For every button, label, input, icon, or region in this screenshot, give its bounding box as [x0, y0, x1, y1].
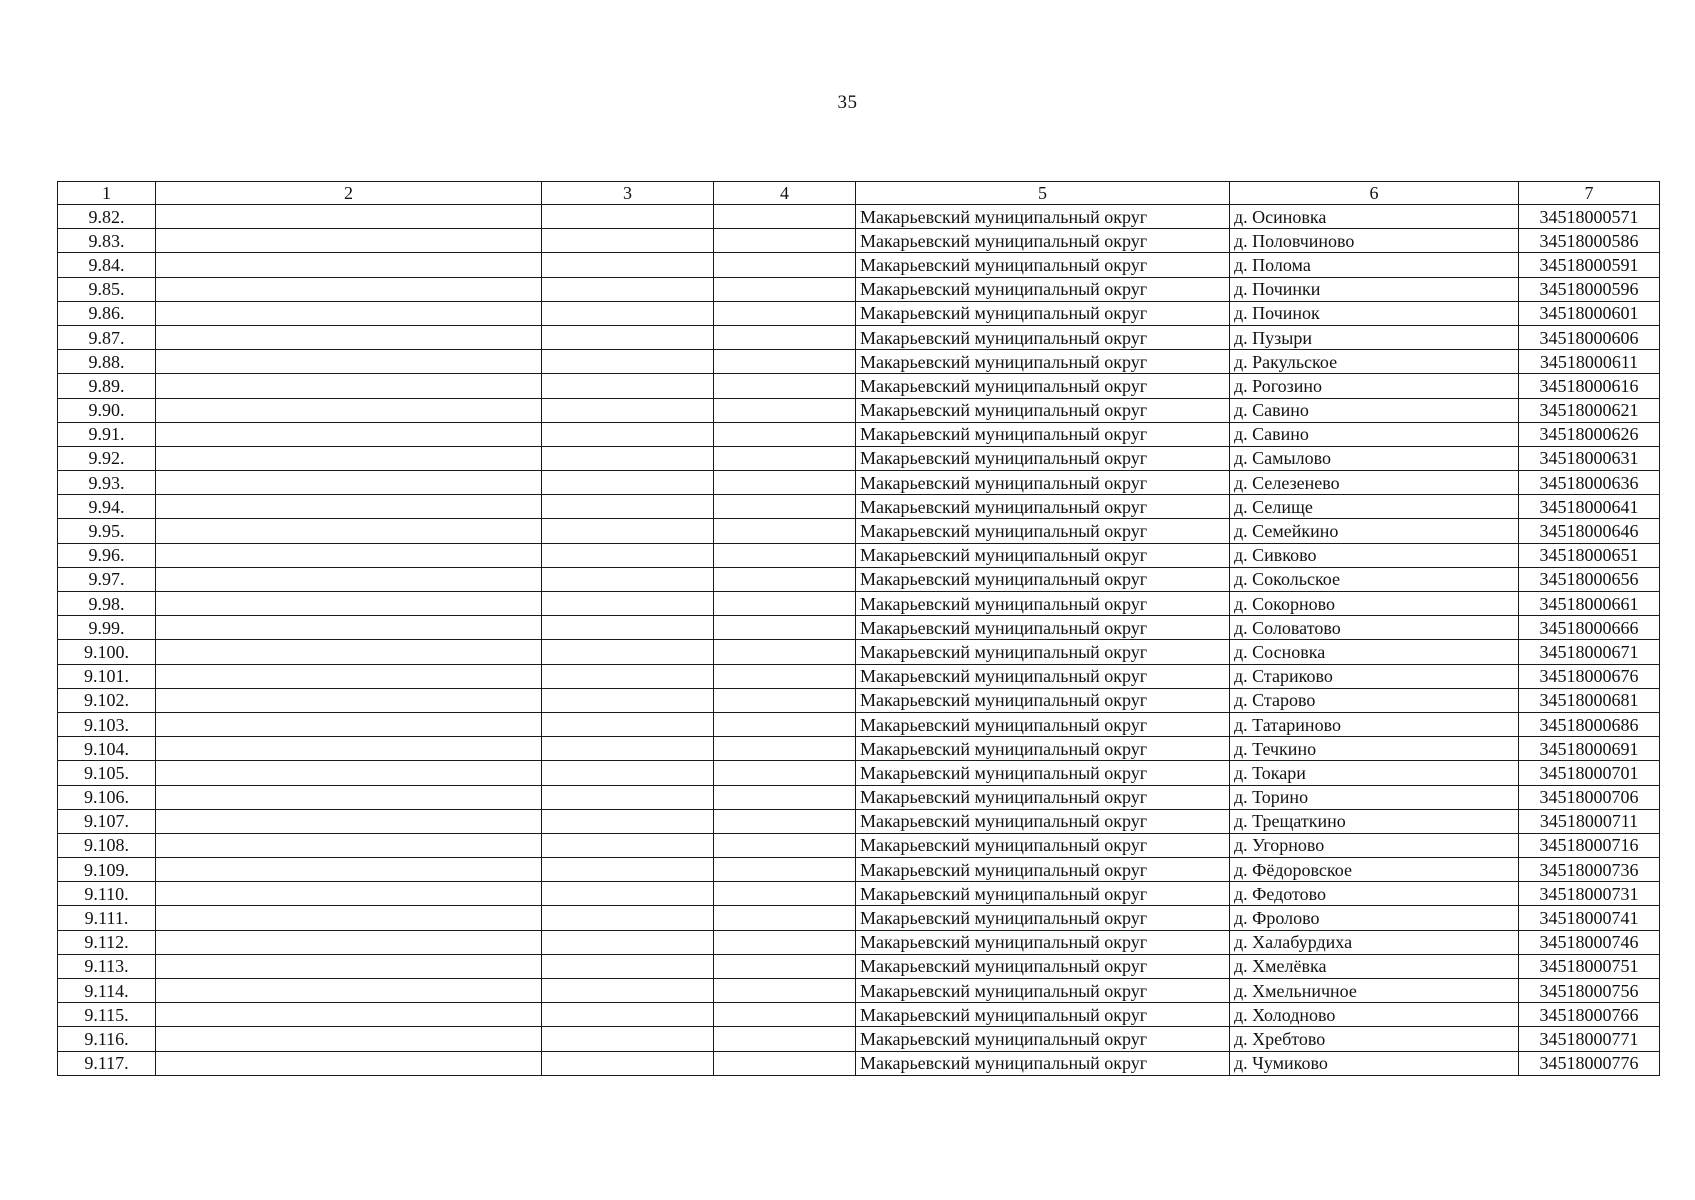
col-4-cell — [714, 640, 856, 664]
col-2-cell — [156, 1027, 542, 1051]
row-number-cell: 9.108. — [58, 833, 156, 857]
col-4-cell — [714, 688, 856, 712]
settlement-cell: д. Течкино — [1230, 737, 1519, 761]
table-row — [58, 1051, 1660, 1075]
table-row — [58, 422, 1660, 446]
col-2-cell — [156, 930, 542, 954]
code-cell: 34518000746 — [1519, 930, 1660, 954]
table-row — [58, 471, 1660, 495]
col-3-cell — [542, 882, 714, 906]
col-2-cell — [156, 737, 542, 761]
district-cell: Макарьевский муниципальный округ — [856, 446, 1230, 470]
code-cell: 34518000736 — [1519, 858, 1660, 882]
settlement-cell: д. Токари — [1230, 761, 1519, 785]
col-4-cell — [714, 205, 856, 229]
row-number-cell: 9.102. — [58, 688, 156, 712]
header-col-7: 7 — [1519, 182, 1660, 205]
district-cell: Макарьевский муниципальный округ — [856, 1051, 1230, 1075]
code-cell: 34518000766 — [1519, 1003, 1660, 1027]
settlement-cell: д. Починки — [1230, 277, 1519, 301]
col-3-cell — [542, 979, 714, 1003]
table-row — [58, 737, 1660, 761]
col-2-cell — [156, 858, 542, 882]
row-number-cell: 9.110. — [58, 882, 156, 906]
settlement-cell: д. Холодново — [1230, 1003, 1519, 1027]
settlement-cell: д. Торино — [1230, 785, 1519, 809]
header-col-5: 5 — [856, 182, 1230, 205]
table-row — [58, 495, 1660, 519]
settlement-cell: д. Сосновка — [1230, 640, 1519, 664]
row-number-cell: 9.96. — [58, 543, 156, 567]
row-number-cell: 9.104. — [58, 737, 156, 761]
district-cell: Макарьевский муниципальный округ — [856, 858, 1230, 882]
settlement-cell: д. Савино — [1230, 398, 1519, 422]
table-row — [58, 979, 1660, 1003]
code-cell: 34518000676 — [1519, 664, 1660, 688]
code-cell: 34518000741 — [1519, 906, 1660, 930]
code-cell: 34518000601 — [1519, 301, 1660, 325]
row-number-cell: 9.90. — [58, 398, 156, 422]
col-3-cell — [542, 446, 714, 470]
table-row — [58, 592, 1660, 616]
district-cell: Макарьевский муниципальный округ — [856, 882, 1230, 906]
table-row — [58, 640, 1660, 664]
col-3-cell — [542, 640, 714, 664]
settlement-cell: д. Соловатово — [1230, 616, 1519, 640]
col-4-cell — [714, 664, 856, 688]
code-cell: 34518000631 — [1519, 446, 1660, 470]
code-cell: 34518000626 — [1519, 422, 1660, 446]
code-cell: 34518000606 — [1519, 325, 1660, 349]
code-cell: 34518000586 — [1519, 229, 1660, 253]
district-cell: Макарьевский муниципальный округ — [856, 350, 1230, 374]
district-cell: Макарьевский муниципальный округ — [856, 664, 1230, 688]
district-cell: Макарьевский муниципальный округ — [856, 205, 1230, 229]
row-number-cell: 9.111. — [58, 906, 156, 930]
settlement-cell: д. Хмелёвка — [1230, 954, 1519, 978]
table-row — [58, 205, 1660, 229]
col-3-cell — [542, 301, 714, 325]
settlement-cell: д. Сокорново — [1230, 592, 1519, 616]
table-row — [58, 325, 1660, 349]
code-cell: 34518000756 — [1519, 979, 1660, 1003]
code-cell: 34518000731 — [1519, 882, 1660, 906]
row-number-cell: 9.95. — [58, 519, 156, 543]
col-2-cell — [156, 374, 542, 398]
settlement-cell: д. Полома — [1230, 253, 1519, 277]
col-2-cell — [156, 664, 542, 688]
col-3-cell — [542, 858, 714, 882]
settlement-cell: д. Федотово — [1230, 882, 1519, 906]
settlement-cell: д. Селище — [1230, 495, 1519, 519]
row-number-cell: 9.115. — [58, 1003, 156, 1027]
code-cell: 34518000706 — [1519, 785, 1660, 809]
col-4-cell — [714, 495, 856, 519]
district-cell: Макарьевский муниципальный округ — [856, 809, 1230, 833]
col-2-cell — [156, 616, 542, 640]
settlement-cell: д. Татариново — [1230, 712, 1519, 736]
row-number-cell: 9.88. — [58, 350, 156, 374]
code-cell: 34518000641 — [1519, 495, 1660, 519]
settlement-cell: д. Пузыри — [1230, 325, 1519, 349]
col-4-cell — [714, 253, 856, 277]
settlement-cell: д. Сокольское — [1230, 567, 1519, 591]
district-cell: Макарьевский муниципальный округ — [856, 954, 1230, 978]
col-2-cell — [156, 882, 542, 906]
col-3-cell — [542, 422, 714, 446]
col-2-cell — [156, 519, 542, 543]
district-cell: Макарьевский муниципальный округ — [856, 592, 1230, 616]
district-cell: Макарьевский муниципальный округ — [856, 471, 1230, 495]
table-row — [58, 374, 1660, 398]
row-number-cell: 9.86. — [58, 301, 156, 325]
col-2-cell — [156, 543, 542, 567]
col-4-cell — [714, 882, 856, 906]
code-cell: 34518000751 — [1519, 954, 1660, 978]
col-4-cell — [714, 1027, 856, 1051]
table-row — [58, 712, 1660, 736]
row-number-cell: 9.103. — [58, 712, 156, 736]
table-row — [58, 664, 1660, 688]
table-row — [58, 616, 1660, 640]
col-4-cell — [714, 616, 856, 640]
row-number-cell: 9.114. — [58, 979, 156, 1003]
col-2-cell — [156, 592, 542, 616]
col-2-cell — [156, 1003, 542, 1027]
row-number-cell: 9.112. — [58, 930, 156, 954]
code-cell: 34518000651 — [1519, 543, 1660, 567]
settlement-cell: д. Починок — [1230, 301, 1519, 325]
settlement-cell: д. Рогозино — [1230, 374, 1519, 398]
row-number-cell: 9.106. — [58, 785, 156, 809]
col-3-cell — [542, 543, 714, 567]
district-cell: Макарьевский муниципальный округ — [856, 229, 1230, 253]
row-number-cell: 9.101. — [58, 664, 156, 688]
table-row — [58, 543, 1660, 567]
code-cell: 34518000596 — [1519, 277, 1660, 301]
col-3-cell — [542, 1051, 714, 1075]
col-4-cell — [714, 374, 856, 398]
district-cell: Макарьевский муниципальный округ — [856, 1003, 1230, 1027]
col-4-cell — [714, 592, 856, 616]
col-4-cell — [714, 567, 856, 591]
col-4-cell — [714, 301, 856, 325]
col-3-cell — [542, 592, 714, 616]
col-3-cell — [542, 277, 714, 301]
col-2-cell — [156, 446, 542, 470]
settlement-cell: д. Угорново — [1230, 833, 1519, 857]
col-3-cell — [542, 930, 714, 954]
col-3-cell — [542, 374, 714, 398]
settlement-cell: д. Фролово — [1230, 906, 1519, 930]
district-cell: Макарьевский муниципальный округ — [856, 374, 1230, 398]
col-3-cell — [542, 495, 714, 519]
table-row — [58, 785, 1660, 809]
col-3-cell — [542, 712, 714, 736]
district-cell: Макарьевский муниципальный округ — [856, 833, 1230, 857]
district-cell: Макарьевский муниципальный округ — [856, 761, 1230, 785]
col-4-cell — [714, 833, 856, 857]
col-3-cell — [542, 833, 714, 857]
col-4-cell — [714, 906, 856, 930]
district-cell: Макарьевский муниципальный округ — [856, 737, 1230, 761]
col-3-cell — [542, 1003, 714, 1027]
district-cell: Макарьевский муниципальный округ — [856, 567, 1230, 591]
col-3-cell — [542, 471, 714, 495]
col-2-cell — [156, 1051, 542, 1075]
col-2-cell — [156, 833, 542, 857]
settlement-cell: д. Семейкино — [1230, 519, 1519, 543]
col-4-cell — [714, 858, 856, 882]
code-cell: 34518000686 — [1519, 712, 1660, 736]
col-2-cell — [156, 301, 542, 325]
settlement-cell: д. Халабурдиха — [1230, 930, 1519, 954]
col-4-cell — [714, 398, 856, 422]
col-4-cell — [714, 543, 856, 567]
table-row — [58, 858, 1660, 882]
table-row — [58, 1003, 1660, 1027]
col-2-cell — [156, 422, 542, 446]
district-cell: Макарьевский муниципальный округ — [856, 398, 1230, 422]
col-2-cell — [156, 712, 542, 736]
district-cell: Макарьевский муниципальный округ — [856, 712, 1230, 736]
settlement-cell: д. Фёдоровское — [1230, 858, 1519, 882]
column-number-header-row — [58, 182, 1660, 205]
code-cell: 34518000636 — [1519, 471, 1660, 495]
settlement-cell: д. Самылово — [1230, 446, 1519, 470]
district-cell: Макарьевский муниципальный округ — [856, 325, 1230, 349]
table-row — [58, 761, 1660, 785]
col-2-cell — [156, 979, 542, 1003]
col-3-cell — [542, 954, 714, 978]
col-2-cell — [156, 567, 542, 591]
table-row — [58, 350, 1660, 374]
code-cell: 34518000776 — [1519, 1051, 1660, 1075]
district-cell: Макарьевский муниципальный округ — [856, 301, 1230, 325]
settlement-cell: д. Старово — [1230, 688, 1519, 712]
col-2-cell — [156, 229, 542, 253]
settlement-cell: д. Селезенево — [1230, 471, 1519, 495]
table-row — [58, 930, 1660, 954]
col-2-cell — [156, 495, 542, 519]
col-4-cell — [714, 1051, 856, 1075]
col-2-cell — [156, 785, 542, 809]
settlement-cell: д. Чумиково — [1230, 1051, 1519, 1075]
settlements-table — [57, 181, 1660, 1076]
table-row — [58, 1027, 1660, 1051]
district-cell: Макарьевский муниципальный округ — [856, 640, 1230, 664]
col-3-cell — [542, 688, 714, 712]
col-2-cell — [156, 325, 542, 349]
header-col-3: 3 — [542, 182, 714, 205]
header-col-2: 2 — [156, 182, 542, 205]
table-row — [58, 954, 1660, 978]
header-col-1: 1 — [58, 182, 156, 205]
col-4-cell — [714, 471, 856, 495]
row-number-cell: 9.99. — [58, 616, 156, 640]
row-number-cell: 9.87. — [58, 325, 156, 349]
table-row — [58, 833, 1660, 857]
code-cell: 34518000666 — [1519, 616, 1660, 640]
code-cell: 34518000621 — [1519, 398, 1660, 422]
col-4-cell — [714, 422, 856, 446]
code-cell: 34518000716 — [1519, 833, 1660, 857]
district-cell: Макарьевский муниципальный округ — [856, 253, 1230, 277]
col-3-cell — [542, 253, 714, 277]
col-3-cell — [542, 737, 714, 761]
row-number-cell: 9.84. — [58, 253, 156, 277]
code-cell: 34518000656 — [1519, 567, 1660, 591]
col-2-cell — [156, 809, 542, 833]
district-cell: Макарьевский муниципальный округ — [856, 616, 1230, 640]
code-cell: 34518000591 — [1519, 253, 1660, 277]
district-cell: Макарьевский муниципальный округ — [856, 930, 1230, 954]
row-number-cell: 9.83. — [58, 229, 156, 253]
col-2-cell — [156, 688, 542, 712]
settlement-cell: д. Стариково — [1230, 664, 1519, 688]
row-number-cell: 9.91. — [58, 422, 156, 446]
code-cell: 34518000671 — [1519, 640, 1660, 664]
code-cell: 34518000661 — [1519, 592, 1660, 616]
row-number-cell: 9.82. — [58, 205, 156, 229]
district-cell: Макарьевский муниципальный округ — [856, 519, 1230, 543]
row-number-cell: 9.100. — [58, 640, 156, 664]
col-4-cell — [714, 446, 856, 470]
table-row — [58, 446, 1660, 470]
col-4-cell — [714, 519, 856, 543]
row-number-cell: 9.116. — [58, 1027, 156, 1051]
table-row — [58, 567, 1660, 591]
code-cell: 34518000646 — [1519, 519, 1660, 543]
col-2-cell — [156, 471, 542, 495]
col-3-cell — [542, 616, 714, 640]
col-2-cell — [156, 205, 542, 229]
table-row — [58, 253, 1660, 277]
col-3-cell — [542, 809, 714, 833]
row-number-cell: 9.92. — [58, 446, 156, 470]
table-row — [58, 229, 1660, 253]
col-4-cell — [714, 761, 856, 785]
col-2-cell — [156, 761, 542, 785]
row-number-cell: 9.85. — [58, 277, 156, 301]
col-2-cell — [156, 350, 542, 374]
table-row — [58, 277, 1660, 301]
row-number-cell: 9.97. — [58, 567, 156, 591]
header-col-4: 4 — [714, 182, 856, 205]
row-number-cell: 9.107. — [58, 809, 156, 833]
col-4-cell — [714, 277, 856, 301]
col-4-cell — [714, 325, 856, 349]
row-number-cell: 9.94. — [58, 495, 156, 519]
col-3-cell — [542, 761, 714, 785]
district-cell: Макарьевский муниципальный округ — [856, 422, 1230, 446]
col-2-cell — [156, 954, 542, 978]
code-cell: 34518000701 — [1519, 761, 1660, 785]
district-cell: Макарьевский муниципальный округ — [856, 688, 1230, 712]
district-cell: Макарьевский муниципальный округ — [856, 979, 1230, 1003]
col-3-cell — [542, 350, 714, 374]
col-4-cell — [714, 809, 856, 833]
code-cell: 34518000681 — [1519, 688, 1660, 712]
row-number-cell: 9.105. — [58, 761, 156, 785]
table-row — [58, 301, 1660, 325]
col-4-cell — [714, 229, 856, 253]
code-cell: 34518000711 — [1519, 809, 1660, 833]
code-cell: 34518000691 — [1519, 737, 1660, 761]
district-cell: Макарьевский муниципальный округ — [856, 1027, 1230, 1051]
col-4-cell — [714, 737, 856, 761]
settlement-cell: д. Ракульское — [1230, 350, 1519, 374]
col-4-cell — [714, 954, 856, 978]
settlement-cell: д. Савино — [1230, 422, 1519, 446]
table-row — [58, 882, 1660, 906]
settlement-cell: д. Половчиново — [1230, 229, 1519, 253]
settlement-cell: д. Осиновка — [1230, 205, 1519, 229]
code-cell: 34518000771 — [1519, 1027, 1660, 1051]
col-3-cell — [542, 785, 714, 809]
page-number: 35 — [837, 92, 858, 113]
col-3-cell — [542, 205, 714, 229]
col-3-cell — [542, 325, 714, 349]
col-3-cell — [542, 664, 714, 688]
row-number-cell: 9.89. — [58, 374, 156, 398]
table-row — [58, 398, 1660, 422]
col-2-cell — [156, 253, 542, 277]
col-4-cell — [714, 930, 856, 954]
col-2-cell — [156, 277, 542, 301]
col-3-cell — [542, 1027, 714, 1051]
table-row — [58, 809, 1660, 833]
col-2-cell — [156, 398, 542, 422]
row-number-cell: 9.98. — [58, 592, 156, 616]
code-cell: 34518000571 — [1519, 205, 1660, 229]
row-number-cell: 9.117. — [58, 1051, 156, 1075]
code-cell: 34518000611 — [1519, 350, 1660, 374]
district-cell: Макарьевский муниципальный округ — [856, 785, 1230, 809]
row-number-cell: 9.109. — [58, 858, 156, 882]
col-3-cell — [542, 567, 714, 591]
col-3-cell — [542, 519, 714, 543]
district-cell: Макарьевский муниципальный округ — [856, 277, 1230, 301]
col-3-cell — [542, 906, 714, 930]
district-cell: Макарьевский муниципальный округ — [856, 543, 1230, 567]
col-4-cell — [714, 1003, 856, 1027]
col-4-cell — [714, 785, 856, 809]
settlement-cell: д. Хмельничное — [1230, 979, 1519, 1003]
settlement-cell: д. Сивково — [1230, 543, 1519, 567]
table-row — [58, 519, 1660, 543]
settlement-cell: д. Хребтово — [1230, 1027, 1519, 1051]
col-4-cell — [714, 979, 856, 1003]
table-row — [58, 688, 1660, 712]
code-cell: 34518000616 — [1519, 374, 1660, 398]
district-cell: Макарьевский муниципальный округ — [856, 906, 1230, 930]
row-number-cell: 9.113. — [58, 954, 156, 978]
district-cell: Макарьевский муниципальный округ — [856, 495, 1230, 519]
table-row — [58, 906, 1660, 930]
row-number-cell: 9.93. — [58, 471, 156, 495]
header-col-6: 6 — [1230, 182, 1519, 205]
col-2-cell — [156, 640, 542, 664]
col-4-cell — [714, 712, 856, 736]
table-body — [58, 205, 1660, 1076]
settlement-cell: д. Трещаткино — [1230, 809, 1519, 833]
col-4-cell — [714, 350, 856, 374]
col-2-cell — [156, 906, 542, 930]
col-3-cell — [542, 229, 714, 253]
col-3-cell — [542, 398, 714, 422]
